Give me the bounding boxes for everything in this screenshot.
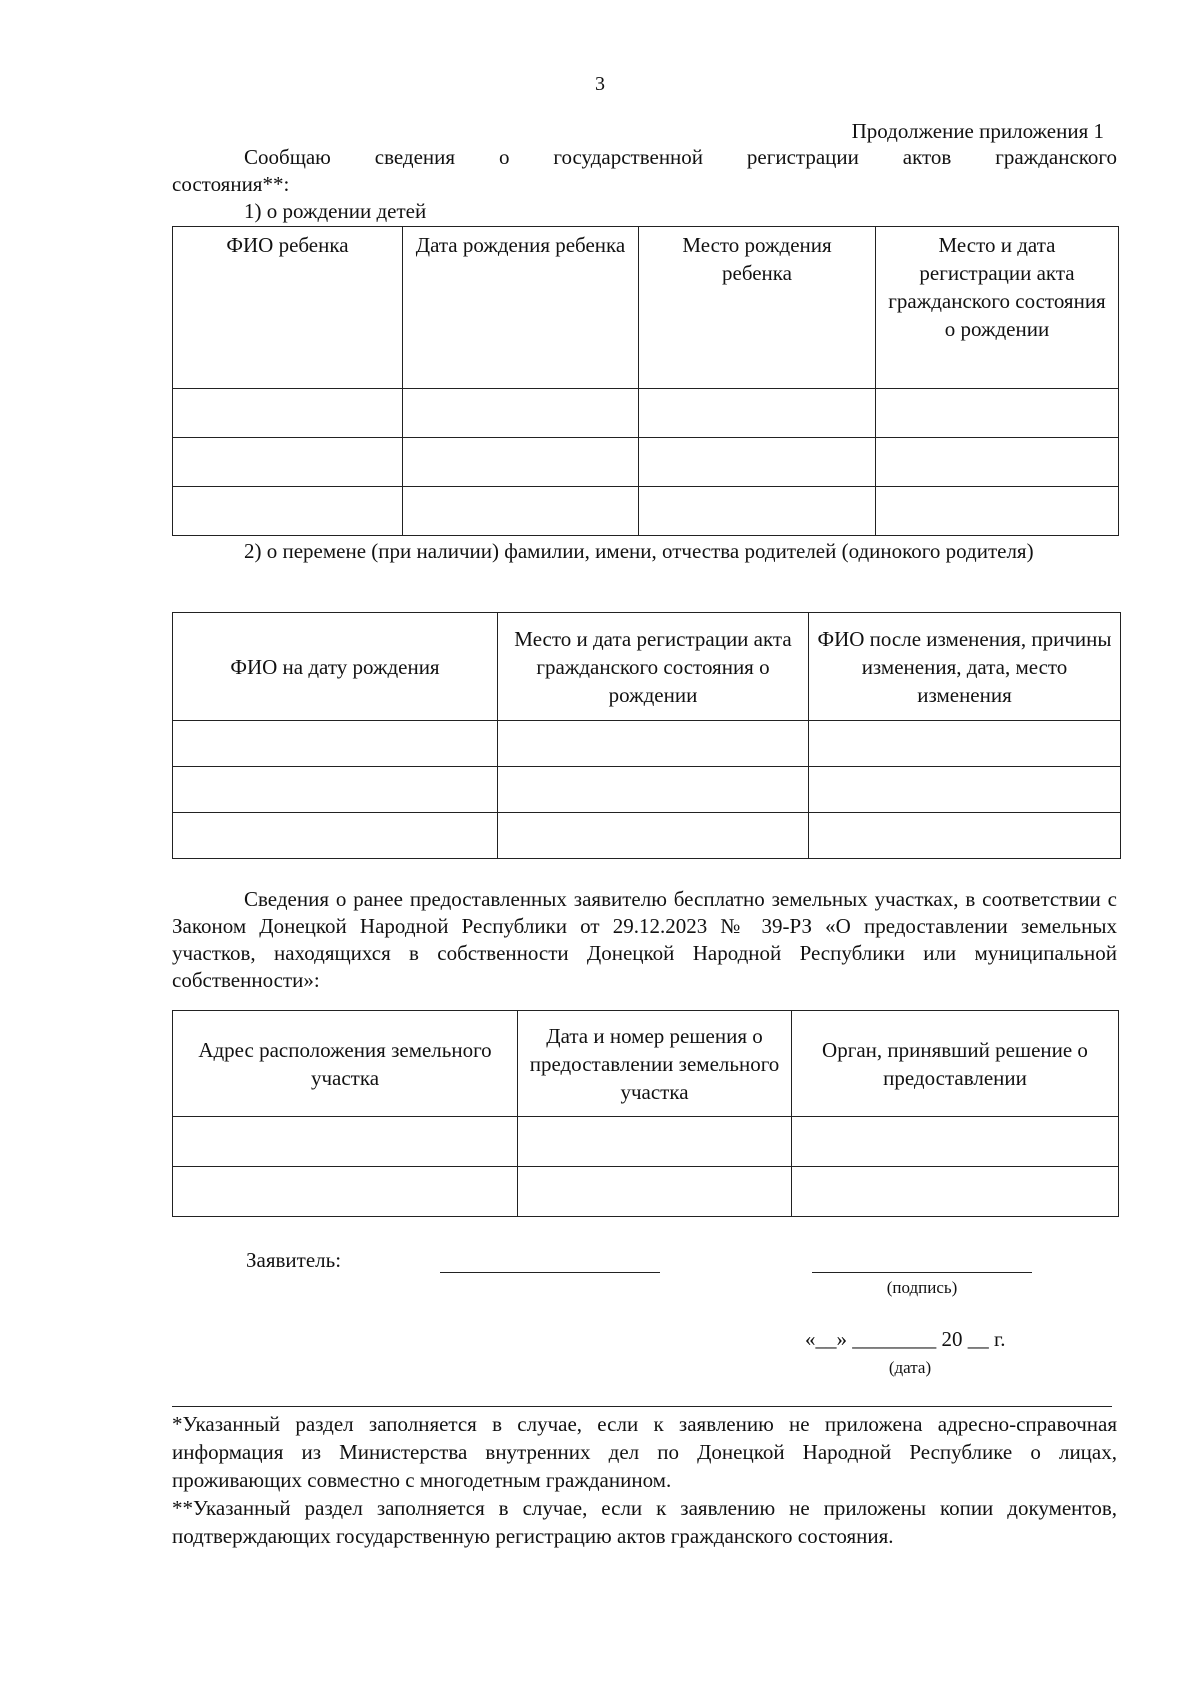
table-cell[interactable] — [876, 438, 1119, 487]
table-row — [173, 389, 1119, 438]
table-row — [173, 1117, 1119, 1167]
date-field[interactable]: «__» ________ 20 __ г. — [805, 1327, 1006, 1351]
table-row — [173, 1167, 1119, 1217]
intro-paragraph — [172, 144, 1117, 198]
table-cell[interactable] — [792, 1117, 1119, 1167]
signature-caption: (подпись) — [886, 1278, 958, 1297]
column-header: ФИО ребенка — [173, 227, 403, 389]
children-birth-table — [172, 226, 1119, 536]
page-number: 3 — [595, 73, 605, 95]
table-cell[interactable] — [403, 389, 639, 438]
table-header-row — [173, 1011, 1119, 1117]
table-cell[interactable] — [173, 438, 403, 487]
table-row — [173, 767, 1121, 813]
column-header: Дата и номер решения о предоставлении земельного участка — [518, 1011, 792, 1117]
applicant-label: Заявитель: — [246, 1248, 342, 1272]
table-header-row — [173, 227, 1119, 389]
column-header: Место и дата регистрации акта гражданского состояния о рождении — [498, 613, 809, 721]
table-cell[interactable] — [173, 767, 498, 813]
footnote-separator — [172, 1406, 1112, 1407]
signature-line[interactable] — [812, 1272, 1032, 1273]
table-cell[interactable] — [498, 767, 809, 813]
appendix-caption: Продолжение приложения 1 — [851, 119, 1104, 143]
table-cell[interactable] — [876, 487, 1119, 536]
table-cell[interactable] — [518, 1167, 792, 1217]
column-header: Орган, принявший решение о предоставлении — [792, 1011, 1119, 1117]
table-cell[interactable] — [639, 438, 876, 487]
table-cell[interactable] — [173, 389, 403, 438]
table-row — [173, 487, 1119, 536]
section2-heading: 2) о перемене (при наличии) фамилии, имени, отчества родителей (одинокого родителя) — [244, 539, 1034, 563]
table-cell[interactable] — [639, 487, 876, 536]
table-cell[interactable] — [876, 389, 1119, 438]
table-cell[interactable] — [809, 721, 1121, 767]
table-header-row — [173, 613, 1121, 721]
table-cell[interactable] — [809, 813, 1121, 859]
table-cell[interactable] — [498, 813, 809, 859]
column-header: Место рождения ребенка — [639, 227, 876, 389]
table-cell[interactable] — [173, 813, 498, 859]
table-row — [173, 813, 1121, 859]
table-cell[interactable] — [498, 721, 809, 767]
table-row — [173, 438, 1119, 487]
table-cell[interactable] — [173, 1167, 518, 1217]
table-cell[interactable] — [173, 1117, 518, 1167]
column-header: Дата рождения ребенка — [403, 227, 639, 389]
table-row — [173, 721, 1121, 767]
table-cell[interactable] — [403, 487, 639, 536]
section1-heading: 1) о рождении детей — [244, 199, 427, 223]
table-cell[interactable] — [173, 487, 403, 536]
column-header: ФИО после изменения, причины изменения, дата, место изменения — [809, 613, 1121, 721]
table-cell[interactable] — [792, 1167, 1119, 1217]
footnote-1: *Указанный раздел заполняется в случае, если к заявлению не приложена адресно-справочная информация из Министерства внутренних дел по Донецкой Народной Республике о лицах, проживающих совместно с многодетным гражданином. — [172, 1412, 1117, 1492]
table-cell[interactable] — [639, 389, 876, 438]
land-plots-table — [172, 1010, 1119, 1217]
column-header: ФИО на дату рождения — [173, 613, 498, 721]
applicant-name-line[interactable] — [440, 1272, 660, 1273]
table-cell[interactable] — [518, 1117, 792, 1167]
section3-heading: Сведения о ранее предоставленных заявителю бесплатно земельных участках, в соответствии с Законом Донецкой Народной Республики от 29.12.2023 № 39-РЗ «О предоставлении земельных участков, находящихся в собственности Донецкой Народной Республики или муниципальной собственности»: — [172, 887, 1117, 992]
intro-line-1: Сообщаю сведения о государственной регистрации актов гражданского — [244, 145, 1117, 169]
table-cell[interactable] — [809, 767, 1121, 813]
name-change-table — [172, 612, 1121, 859]
intro-line-2: состояния**: — [172, 172, 290, 196]
table-cell[interactable] — [403, 438, 639, 487]
column-header: Место и дата регистрации акта гражданского состояния о рождении — [876, 227, 1119, 389]
footnote-2: **Указанный раздел заполняется в случае, если к заявлению не приложены копии документов, подтверждающих государственную регистрацию актов гражданского состояния. — [172, 1496, 1117, 1548]
column-header: Адрес расположения земельного участка — [173, 1011, 518, 1117]
table-cell[interactable] — [173, 721, 498, 767]
date-caption: (дата) — [888, 1358, 932, 1377]
